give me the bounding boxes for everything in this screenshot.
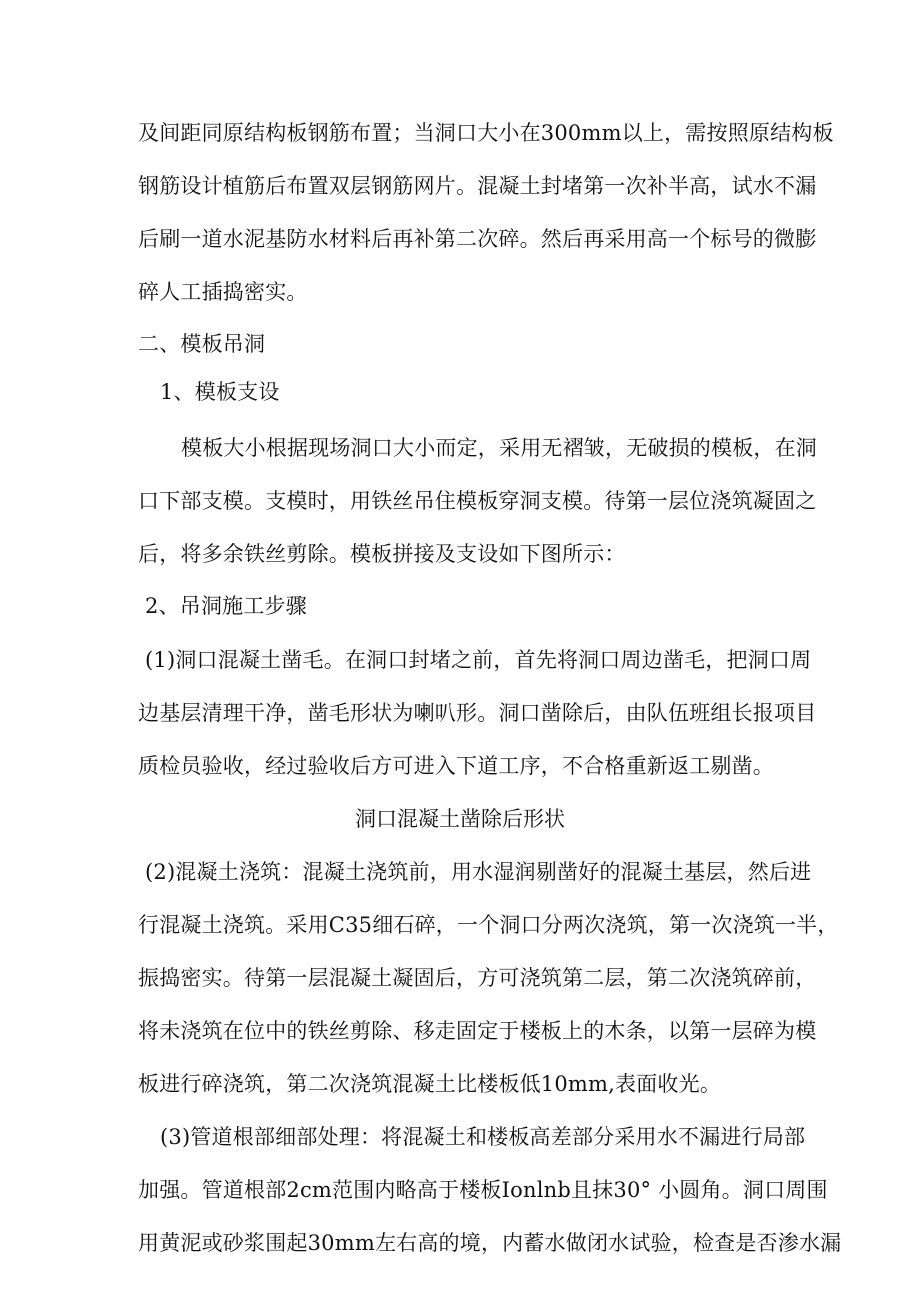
- paragraph-line: 振捣密实。待第一层混凝土凝固后，方可浇筑第二层，第二次浇筑碎前，: [138, 966, 817, 990]
- subsection-heading: 1、模板支设: [160, 380, 280, 404]
- paragraph-line: 后，将多余铁丝剪除。模板拼接及支设如下图所示：: [138, 542, 626, 566]
- paragraph-line: 加强。管道根部2cm范围内略高于楼板Ionlnb且抹30° 小圆角。洞口周围: [138, 1178, 828, 1202]
- paragraph-line: 边基层清理干净，凿毛形状为喇叭形。洞口凿除后，由队伍班组长报项目: [138, 701, 817, 725]
- paragraph-line: (3)管道根部细部处理：将混凝土和楼板高差部分采用水不漏进行局部: [160, 1125, 806, 1149]
- paragraph-line: 将未浇筑在位中的铁丝剪除、移走固定于楼板上的木条，以第一层碎为模: [138, 1019, 817, 1043]
- subsection-heading: 2、吊洞施工步骤: [145, 594, 307, 618]
- paragraph-line: 及间距同原结构板钢筋布置；当洞口大小在300mm以上，需按照原结构板: [138, 121, 834, 145]
- paragraph-line: 行混凝土浇筑。采用C35细石碎，一个洞口分两次浇筑，第一次浇筑一半，: [138, 913, 839, 937]
- section-heading: 二、模板吊洞: [138, 332, 266, 356]
- paragraph-line: (2)混凝土浇筑：混凝土浇筑前，用水湿润剔凿好的混凝土基层，然后进: [145, 860, 812, 884]
- paragraph-line: (1)洞口混凝土凿毛。在洞口封堵之前，首先将洞口周边凿毛，把洞口周: [145, 648, 812, 672]
- paragraph-line: 用黄泥或砂浆围起30mm左右高的境，内蓄水做闭水试验，检查是否渗水漏: [138, 1231, 842, 1255]
- paragraph-line: 后刷一道水泥基防水材料后再补第二次碎。然后再采用高一个标号的微膨: [138, 227, 817, 251]
- figure-caption: 洞口混凝土凿除后形状: [355, 807, 565, 831]
- paragraph-line: 质检员验收，经过验收后方可进入下道工序，不合格重新返工剔凿。: [138, 754, 774, 778]
- paragraph-line: 模板大小根据现场洞口大小而定，采用无褶皱，无破损的模板，在洞: [181, 436, 817, 460]
- paragraph-line: 板进行碎浇筑，第二次浇筑混凝土比楼板低10mm,表面收光。: [138, 1072, 722, 1096]
- paragraph-line: 钢筋设计植筋后布置双层钢筋网片。混凝土封堵第一次补半高，试水不漏: [138, 174, 817, 198]
- paragraph-line: 碎人工插捣密实。: [138, 280, 308, 304]
- paragraph-line: 口下部支模。支模时，用铁丝吊住模板穿洞支模。待第一层位浇筑凝固之: [138, 489, 817, 513]
